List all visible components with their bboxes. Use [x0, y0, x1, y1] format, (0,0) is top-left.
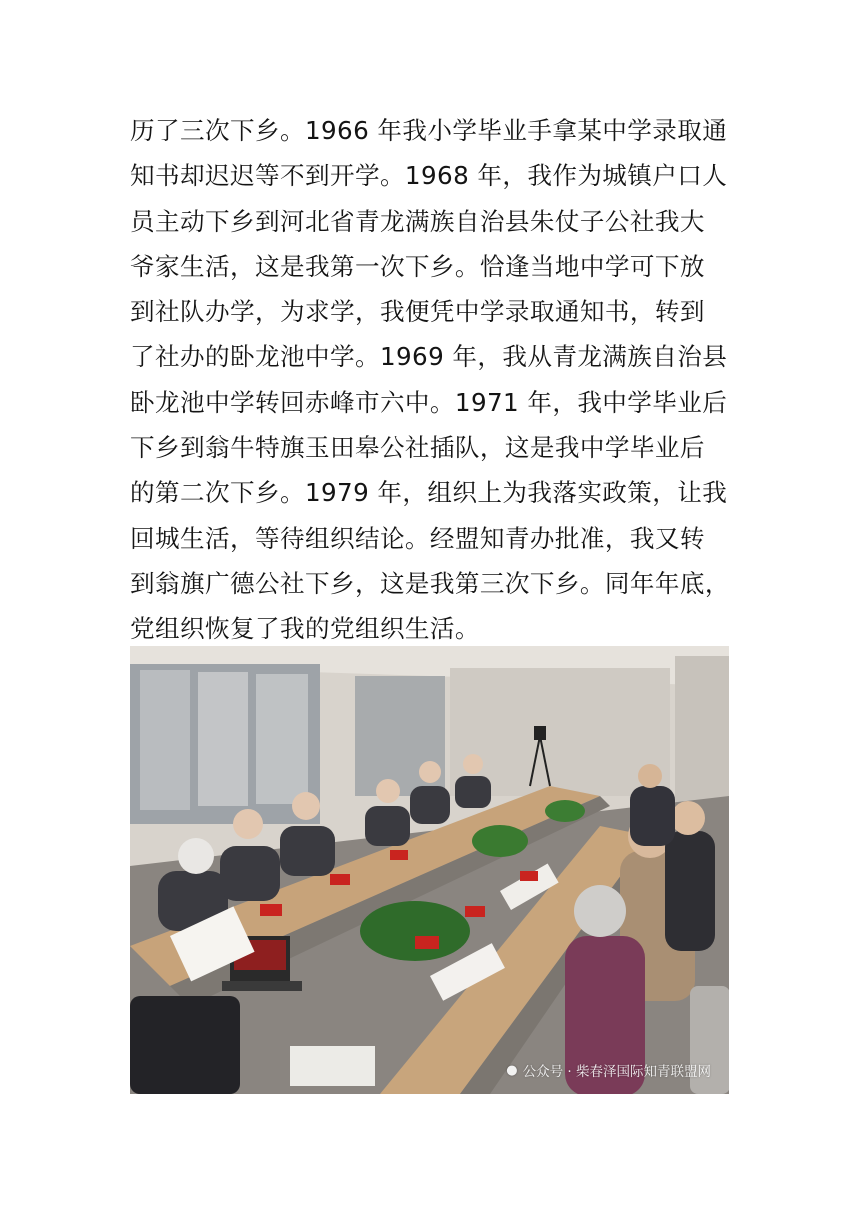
paragraph-line: 卧龙池中学转回赤峰市六中。1971 年，我中学毕业后	[130, 387, 728, 417]
paragraph-line: 知书却迟迟等不到开学。1968 年，我作为城镇户口人	[130, 161, 728, 191]
paragraph-line: 下乡到翁牛特旗玉田皋公社插队，这是我中学毕业后	[130, 433, 705, 463]
wechat-icon: ●	[506, 1062, 518, 1078]
meeting-photo	[130, 646, 729, 1094]
paragraph-line: 到社队办学，为求学，我便凭中学录取通知书，转到	[130, 297, 705, 327]
paragraph-line: 了社办的卧龙池中学。1969 年，我从青龙满族自治县	[130, 342, 728, 372]
paragraph-line: 回城生活，等待组织结论。经盟知青办批准，我又转	[130, 523, 705, 553]
photo-watermark	[506, 1060, 711, 1080]
paragraph-line: 爷家生活，这是我第一次下乡。恰逢当地中学可下放	[130, 251, 705, 281]
paragraph-line: 的第二次下乡。1979 年，组织上为我落实政策，让我	[130, 478, 728, 508]
paragraph-line: 到翁旗广德公社下乡，这是我第三次下乡。同年年底，	[130, 568, 730, 598]
paragraph-line: 员主动下乡到河北省青龙满族自治县朱仗子公社我大	[130, 206, 705, 236]
paragraph-line: 党组织恢复了我的党组织生活。	[130, 614, 480, 644]
watermark-text: 公众号 · 柴春泽国际知青联盟网	[522, 1064, 711, 1080]
meeting-room-illustration	[130, 646, 729, 1094]
article-paragraph	[130, 108, 736, 652]
paragraph-line: 历了三次下乡。1966 年我小学毕业手拿某中学录取通	[130, 116, 728, 145]
